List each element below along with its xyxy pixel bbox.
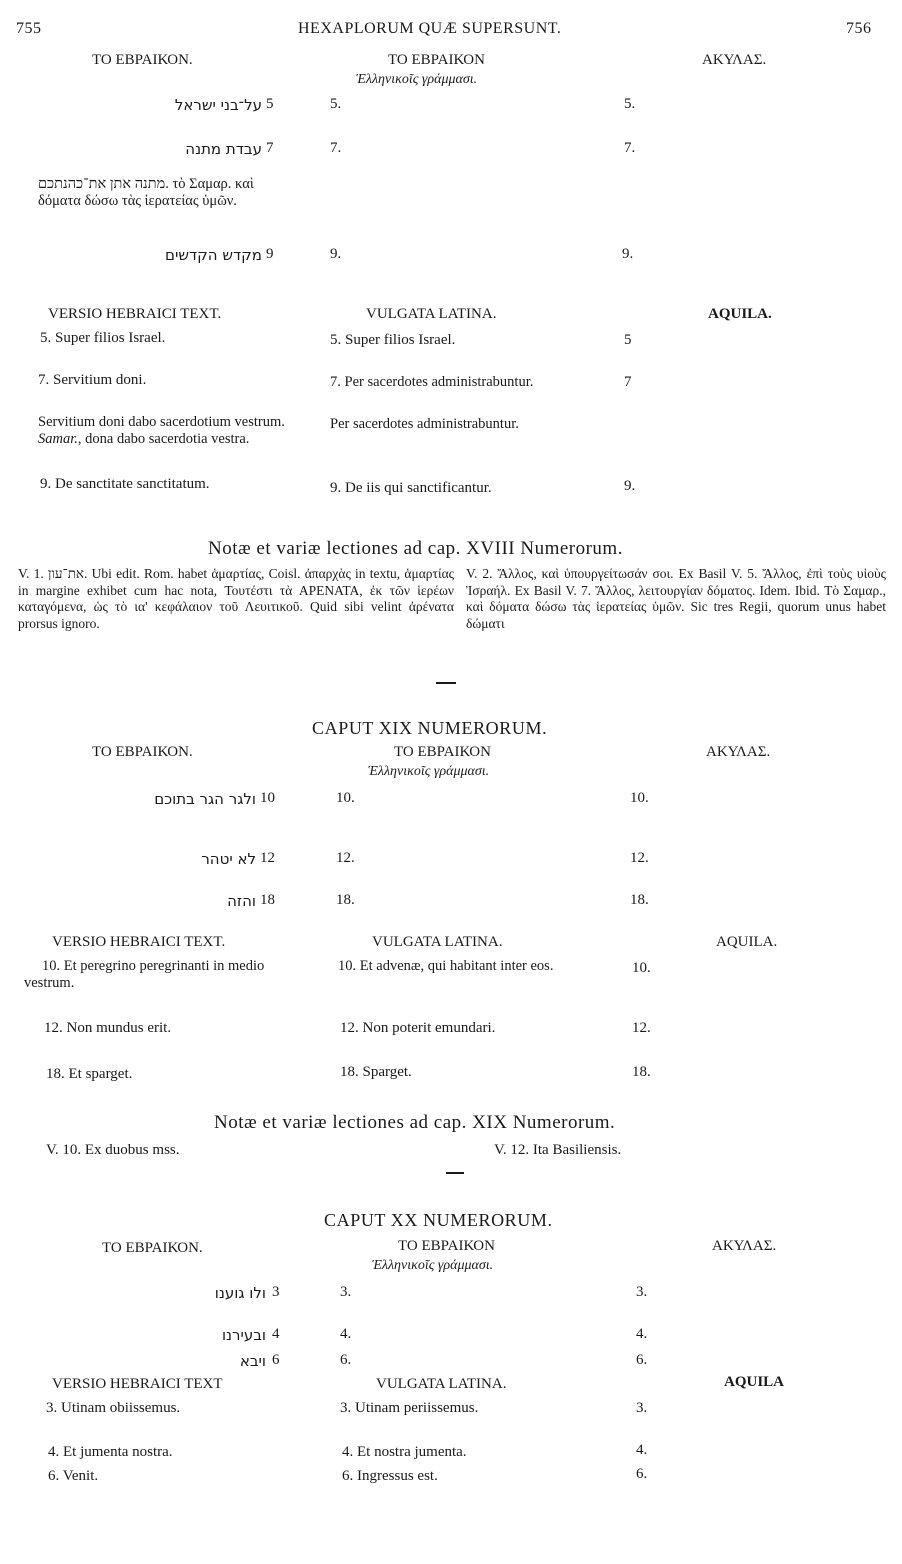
running-title: HEXAPLORUM QUÆ SUPERSUNT. bbox=[298, 20, 562, 37]
versio-samaritan-line bbox=[38, 414, 296, 448]
verse-number: 9. bbox=[622, 246, 634, 262]
aquila-line: 6. bbox=[636, 1466, 648, 1482]
aquila-line: 12. bbox=[632, 1020, 651, 1036]
hebrew-entry: לא יטהר bbox=[201, 850, 256, 868]
hebrew-samaritan-entry: מתנה אתן את־כהנתכם. τὸ Σαμαρ. καὶ δόματα δώσω τὰς ἱερατείας ὑμῶν. bbox=[38, 176, 254, 209]
notes-left-column: V. 1. את־עון. Ubi edit. Rom. habet ἁμαρτίας, Coisl. ἀπαρχὰς in textu, ἁμαρτίας in margine exhibet cum hac nota, Τουτέστι τὰ ΑΡΕΝΑΤΑ, ἐκ τῶν ἱερέων καταγόμενα, ὡς τὸ ια' κεφάλαιον τοῦ Λευιτικοῦ. Quid sibi velint ἀρένατα prorsus ignoro. bbox=[18, 566, 454, 631]
verse-number: 10 bbox=[260, 790, 275, 806]
verse-number: 4. bbox=[636, 1326, 648, 1342]
col-versio-header: VERSIO HEBRAICI TEXT. bbox=[52, 934, 226, 950]
verse-number: 5. bbox=[624, 96, 636, 112]
verse-number: 4. bbox=[340, 1326, 352, 1342]
chapter-heading: CAPUT XX NUMERORUM. bbox=[324, 1210, 553, 1230]
col-aquila-latin-header: AQUILA. bbox=[708, 306, 772, 322]
verse-number: 3 bbox=[272, 1284, 280, 1300]
col-hebrew-header: ΤΟ ΕΒΡΑΙΚΟΝ. bbox=[102, 1240, 203, 1256]
col-aquila-latin-header: AQUILA bbox=[724, 1374, 785, 1390]
col-versio-header: VERSIO HEBRAICI TEXT bbox=[52, 1376, 223, 1392]
verse-number: 7. bbox=[624, 140, 636, 156]
vulgata-line: 4. Et nostra jumenta. bbox=[342, 1444, 467, 1460]
col-vulgata-header: VULGATA LATINA. bbox=[376, 1376, 507, 1392]
verse-number: 5 bbox=[266, 96, 274, 112]
versio-text: Servitium doni dabo sacerdotium vestrum. bbox=[38, 414, 285, 430]
verse-number: 6. bbox=[636, 1352, 648, 1368]
aquila-line: 18. bbox=[632, 1064, 651, 1080]
vulgata-line: 6. Ingressus est. bbox=[342, 1468, 438, 1484]
versio-line: 5. Super filios Israel. bbox=[40, 330, 166, 346]
col-hebrew-greek-subheader: Ἑλληνικοῖς γράμμασι. bbox=[356, 72, 478, 87]
versio-line: 10. Et peregrino peregrinanti in medio vestrum. bbox=[24, 958, 265, 991]
verse-number: 18. bbox=[630, 892, 649, 908]
vulgata-line: 7. Per sacerdotes administrabuntur. bbox=[330, 374, 534, 390]
col-aquila-latin-header: AQUILA. bbox=[716, 934, 778, 950]
vulgata-line: Per sacerdotes administrabuntur. bbox=[330, 416, 519, 432]
aquila-line: 7 bbox=[624, 374, 632, 390]
note-line: V. 12. Ita Basiliensis. bbox=[494, 1142, 622, 1158]
aquila-line: 3. bbox=[636, 1400, 648, 1416]
hebrew-entry: ויבא bbox=[239, 1352, 266, 1370]
verse-number: 12. bbox=[336, 850, 355, 866]
aquila-line: 5 bbox=[624, 332, 632, 348]
verse-number: 4 bbox=[272, 1326, 280, 1342]
verse-number: 10. bbox=[336, 790, 355, 806]
verse-number: 18. bbox=[336, 892, 355, 908]
vulgata-line: 10. Et advenæ, qui habitant inter eos. bbox=[338, 958, 554, 974]
versio-line: 7. Servitium doni. bbox=[38, 372, 147, 388]
col-vulgata-header: VULGATA LATINA. bbox=[366, 306, 497, 322]
vulgata-line: 9. De iis qui sanctificantur. bbox=[330, 480, 492, 496]
note-line: V. 10. Ex duobus mss. bbox=[46, 1142, 180, 1158]
notes-right-column: V. 2. Ἄλλος, καὶ ὑπουργείτωσάν σοι. Ex Basil V. 5. Ἄλλος, ἐπὶ τοὺς υἱοὺς Ἰσραήλ. Ex Basil V. 7. Ἄλλος, λειτουργίαν δόματος. Idem. Ibid. Τὸ Σαμαρ., καὶ δόματα δώσω τὰς ἱερατείας ὑμῶν. Sic tres Regii, quorum unus habet δώματι bbox=[466, 566, 886, 631]
verse-number: 6 bbox=[272, 1352, 280, 1368]
section-divider bbox=[436, 682, 456, 684]
notes-title: Notæ et variæ lectiones ad cap. XIX Numerorum. bbox=[214, 1112, 616, 1133]
hebrew-entry: ולגר הגר בתוכם bbox=[154, 790, 256, 808]
col-vulgata-header: VULGATA LATINA. bbox=[372, 934, 503, 950]
col-hebrew-greek-header: ΤΟ ΕΒΡΑΙΚΟΝ bbox=[388, 52, 485, 68]
page-number-left: 755 bbox=[16, 20, 42, 37]
hebrew-entry: ובעירנו bbox=[221, 1326, 266, 1344]
verse-number: 12 bbox=[260, 850, 275, 866]
notes-title: Notæ et variæ lectiones ad cap. XVIII Numerorum. bbox=[208, 538, 623, 559]
col-aquila-header: ΑΚΥΛΑΣ. bbox=[702, 52, 767, 68]
vulgata-line: 3. Utinam periissemus. bbox=[340, 1400, 479, 1416]
verse-number: 18 bbox=[260, 892, 275, 908]
verse-number: 3. bbox=[636, 1284, 648, 1300]
col-hebrew-greek-header: ΤΟ ΕΒΡΑΙΚΟΝ bbox=[394, 744, 491, 760]
vulgata-line: 12. Non poterit emundari. bbox=[340, 1020, 496, 1036]
versio-line: 6. Venit. bbox=[48, 1468, 99, 1484]
hebrew-entry: עבדת מתנה bbox=[185, 140, 262, 158]
aquila-line: 4. bbox=[636, 1442, 648, 1458]
col-aquila-header: ΑΚΥΛΑΣ. bbox=[706, 744, 771, 760]
col-hebrew-greek-subheader: Ἑλληνικοῖς γράμμασι. bbox=[372, 1258, 494, 1273]
versio-line: 4. Et jumenta nostra. bbox=[48, 1444, 173, 1460]
col-aquila-header: ΑΚΥΛΑΣ. bbox=[712, 1238, 777, 1254]
verse-number: 7 bbox=[266, 140, 274, 156]
verse-number: 3. bbox=[340, 1284, 352, 1300]
page-number-right: 756 bbox=[846, 20, 872, 37]
aquila-line: 10. bbox=[632, 960, 651, 976]
versio-line: 18. Et sparget. bbox=[46, 1066, 133, 1082]
aquila-line: 9. bbox=[624, 478, 636, 494]
chapter-heading: CAPUT XIX NUMERORUM. bbox=[312, 718, 548, 738]
verse-number: 9 bbox=[266, 246, 274, 262]
col-hebrew-greek-subheader: Ἑλληνικοῖς γράμμασι. bbox=[368, 764, 490, 779]
vulgata-line: 5. Super filios Israel. bbox=[330, 332, 456, 348]
verse-number: 7. bbox=[330, 140, 342, 156]
verse-number: 10. bbox=[630, 790, 649, 806]
col-hebrew-greek-header: ΤΟ ΕΒΡΑΙΚΟΝ bbox=[398, 1238, 495, 1254]
versio-text: , dona dabo sacerdotia vestra. bbox=[77, 431, 250, 447]
verse-number: 12. bbox=[630, 850, 649, 866]
versio-line: 3. Utinam obiissemus. bbox=[46, 1400, 181, 1416]
verse-number: 9. bbox=[330, 246, 342, 262]
samaritan-abbrev: Samar. bbox=[38, 431, 78, 447]
versio-line: 9. De sanctitate sanctitatum. bbox=[40, 476, 210, 492]
hebrew-entry: והזה bbox=[227, 892, 256, 910]
verse-number: 6. bbox=[340, 1352, 352, 1368]
hebrew-entry: על־בני ישראל bbox=[174, 96, 262, 114]
col-hebrew-header: ΤΟ ΕΒΡΑΙΚΟΝ. bbox=[92, 744, 193, 760]
verse-number: 5. bbox=[330, 96, 342, 112]
hebrew-entry: מקדש הקדשים bbox=[165, 246, 262, 264]
vulgata-line: 18. Sparget. bbox=[340, 1064, 412, 1080]
col-hebrew-header: ΤΟ ΕΒΡΑΙΚΟΝ. bbox=[92, 52, 193, 68]
col-versio-header: VERSIO HEBRAICI TEXT. bbox=[48, 306, 222, 322]
versio-line: 12. Non mundus erit. bbox=[44, 1020, 172, 1036]
hebrew-entry: ולו גוענו bbox=[214, 1284, 266, 1302]
section-divider bbox=[446, 1172, 464, 1174]
